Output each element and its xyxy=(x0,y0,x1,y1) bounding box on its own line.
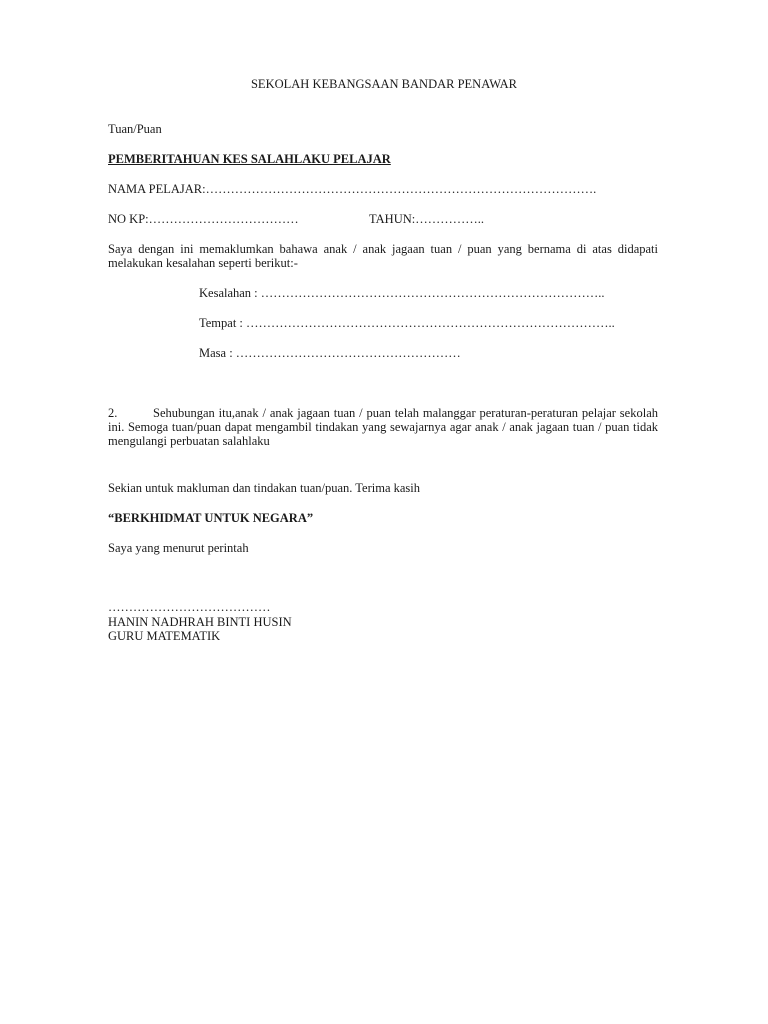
signature-line: ………………………………… xyxy=(108,600,271,614)
paragraph-2-line-3: mengulangi perbuatan salahlaku xyxy=(108,434,270,448)
paragraph-2-line-1-text: Sehubungan itu,anak / anak jagaan tuan / puan telah malanggar peraturan-peraturan pelajar sekolah xyxy=(153,406,658,420)
signatory-name: HANIN NADHRAH BINTI HUSIN xyxy=(108,615,292,629)
sign-off: Saya yang menurut perintah xyxy=(108,541,249,555)
kesalahan-field: Kesalahan : ……………………………………………………………………….. xyxy=(199,286,605,300)
intro-line-2: melakukan kesalahan seperti berikut:- xyxy=(108,256,298,270)
no-kp-field: NO KP:……………………………… xyxy=(108,212,299,226)
signatory-title: GURU MATEMATIK xyxy=(108,629,221,643)
nama-pelajar-field: NAMA PELAJAR:…………………………………………………………………………………. xyxy=(108,182,597,196)
school-name-heading: SEKOLAH KEBANGSAAN BANDAR PENAWAR xyxy=(250,77,518,91)
closing-text: Sekian untuk makluman dan tindakan tuan/puan. Terima kasih xyxy=(108,481,421,495)
motto: “BERKHIDMAT UNTUK NEGARA” xyxy=(108,511,314,525)
paragraph-2-number: 2. xyxy=(108,406,118,420)
letter-subject: PEMBERITAHUAN KES SALAHLAKU PELAJAR xyxy=(108,152,391,166)
salutation: Tuan/Puan xyxy=(108,122,162,136)
paragraph-2-line-1 xyxy=(108,406,658,420)
paragraph-2-line-2: ini. Semoga tuan/puan dapat mengambil tindakan yang sewajarnya agar anak / anak jagaan tuan / puan tidak xyxy=(108,420,658,434)
masa-field: Masa : ……………………………………………… xyxy=(199,346,461,360)
tempat-field: Tempat : …………………………………………………………………………….. xyxy=(199,316,615,330)
paragraph-2 xyxy=(108,406,658,448)
tahun-field: TAHUN:…………….. xyxy=(369,212,484,226)
intro-line-1: Saya dengan ini memaklumkan bahawa anak / anak jagaan tuan / puan yang bernama di atas didapati xyxy=(108,242,658,256)
intro-paragraph xyxy=(108,242,658,270)
